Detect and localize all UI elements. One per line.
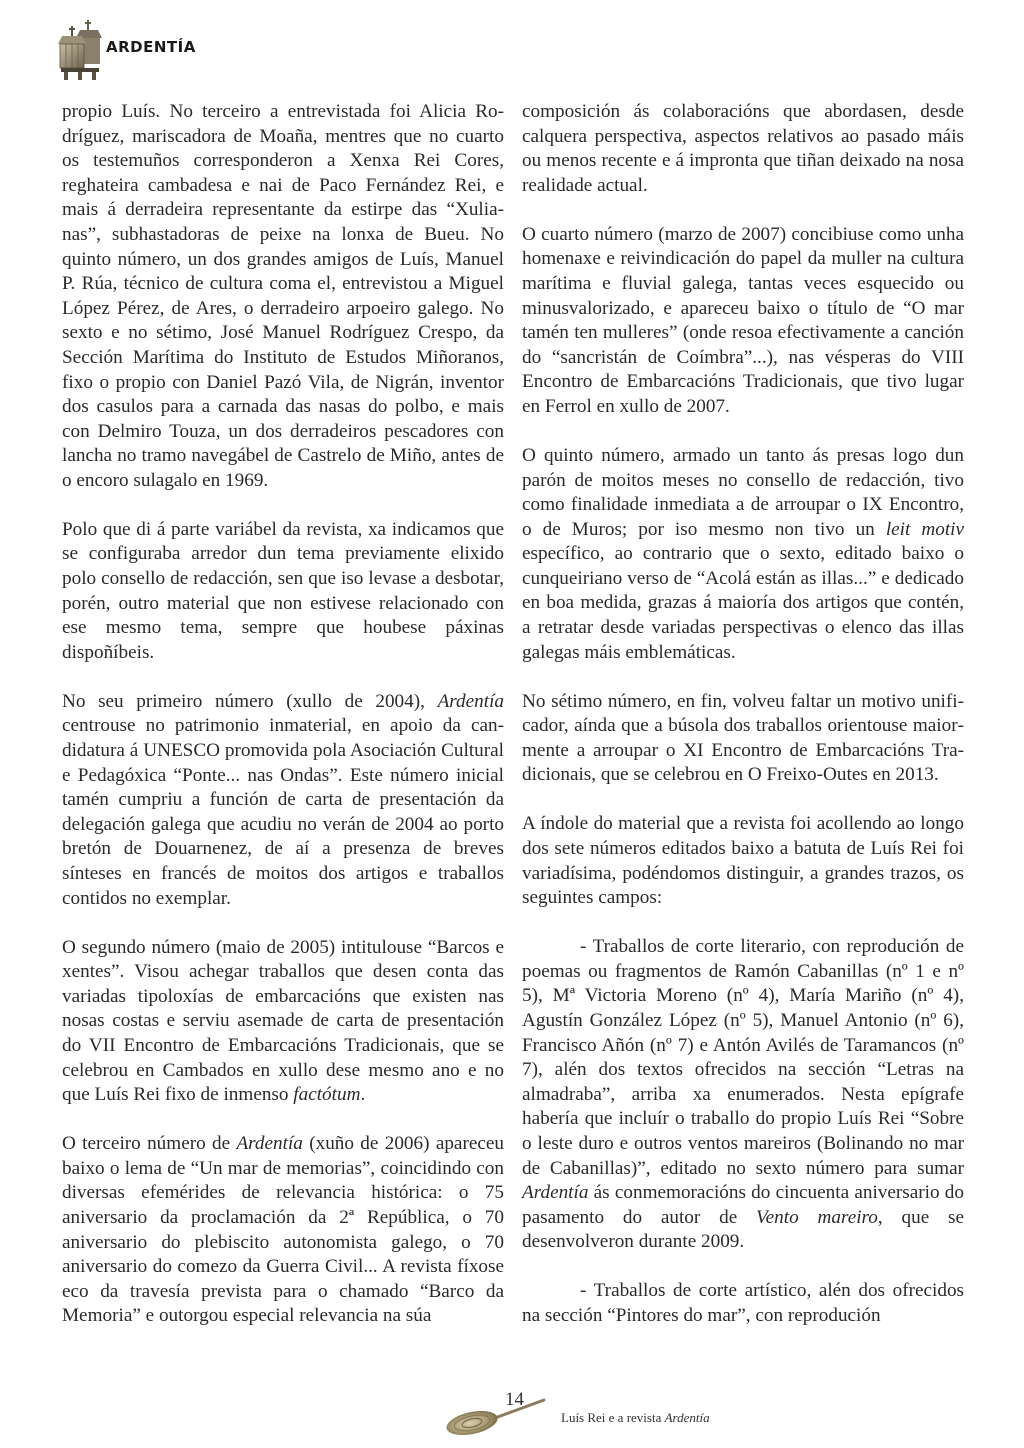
running-title [561,1410,710,1426]
paragraph-text: ás conmemoracións do cincuenta aniversario do pasamento do autor de [522,1182,964,1228]
paragraph-text: O segundo número (maio de 2005) intitulouse “Barcos e xentes”. Visou achegar traballos que desen conta das variadas tipoloxías de embarcacións que existen nas nosas costas e serviu asemade de carta de presentación do VII Encontro de Embarcacións Tradicionais, que se celebrou en Cambados en xullo dese mesmo ano e no que Luís Rei fixo de inmenso [62,936,504,1106]
body-paragraph [62,100,504,494]
paragraph-text: (xuño de 2006) apareceu baixo o lema de “Un mar de memorias”, coincidindo con diversas efemérides de relevancia histórica: o 75 aniversario da proclamación da 2ª República, o 70 aniversario do plebiscito autonomista galego, o 70 aniversario do comezo da Guerra Civil... A revista fíxose eco da travesía prevista para o chamado “Barco da Memoria” e outorgou especial relevancia na súa [62,1133,504,1327]
paragraph-text: No sétimo número, en fin, volveu faltar un motivo unificador, aínda que a búsola dos traballos orientouse maiormente a arroupar o XI Encontro de Embarcacións Tradicionais, que se celebrou en O Freixo-Outes en 2013. [522,690,964,786]
horreo-granary-icon [58,16,104,82]
rope-coil-icon [444,1392,549,1436]
body-paragraph [522,223,964,420]
paragraph-text: - Traballos de corte literario, con reprodución de poemas ou fragmentos de Ramón Cabanillas (nº 1 e nº 5), Mª Victoria Moreno (nº 4), María Mariño (nº 4), Agustín González López (nº 5), Manuel Antonio (nº 6), Francisco Añón (nº 7) e Antón Avilés de Taramancos (nº 7), alén dos textos ofrecidos na sección “Letras na almadraba”, arriba xa enumerados. Nesta epígrafe habería que incluír o traballo do propio Luís Rei “Sobre o leste duro e outros ventos mareiros (Bolinando no mar de Cabanillas)”, editado no sexto número para sumar [522,936,964,1179]
body-paragraph [522,690,964,788]
masthead [58,14,258,84]
paragraph-text: centrouse no patrimonio inmaterial, en apoio da candidatura á UNESCO promovida pola Asociación Cultural e Pedagóxica “Ponte... nas Ondas”. Este número inicial tamén cumpriu a función de carta de presentación da delegación galega que acudiu no verán de 2004 ao porto bretón de Douarnenez, de aí a presenza de breves sínteses en francés de moitos dos artigos e traballos contidos no exemplar. [62,715,504,909]
paragraph-text: Polo que di á parte variábel da revista, xa indicamos que se configuraba arredor dun tema previamente elixido polo consello de redacción, sen que iso levase a desbotar, porén, outro material que non estivese relacionado con ese mesmo tema, sempre que houbese páxinas dispoñíbeis. [62,518,504,663]
body-paragraph [62,936,504,1108]
body-paragraph [62,690,504,911]
paragraph-text: O quinto número, armado un tanto ás presas logo dun parón de moitos meses no consello de redacción, tivo como finalidade inmediata a de arroupar o IX Encontro, o de Muros; por iso mesmo non tivo un [522,444,964,540]
paragraph-text: . [360,1084,366,1106]
paragraph-text: A índole do material que a revista foi acollendo ao longo dos sete números editados baixo a batuta de Luís Rei foi variadísima, podéndomos distinguir, a grandes trazos, os seguintes campos: [522,813,964,909]
italic-text: Ardentía [522,1182,589,1204]
italic-text: Ardentía [437,690,504,712]
paragraph-text: O terceiro número de [62,1133,237,1155]
body-paragraph [522,100,964,198]
running-title-italic: Ardentía [664,1410,710,1425]
body-paragraph [62,518,504,666]
body-paragraph [522,444,964,665]
italic-text: factótum [293,1084,361,1106]
italic-text: Vento mareiro [756,1206,878,1228]
body-paragraph [62,1132,504,1329]
paragraph-text: composición ás colaboracións que abordasen, desde calquera perspectiva, aspectos relativos ao pasado máis ou menos recente e á impronta que tiñan deixado na nosa realidade actual. [522,101,964,196]
italic-text: leit motiv [885,518,965,540]
paragraph-text: - Traballos de corte artístico, alén dos ofrecidos na sección “Pintores do mar”, con reprodución [522,1280,964,1326]
italic-text: Ardentía [236,1133,303,1155]
paragraph-text: No seu primeiro número (xullo de 2004), [62,690,438,712]
magazine-logo-text: ARDENTÍA [106,38,196,56]
running-title-text: Luís Rei e a revista [561,1410,665,1425]
paragraph-text: específico, ao contrario que o sexto, editado baixo o cunqueiriano verso de “Acolá están as illas...” e dedicado en boa medida, grazas á maioría dos artigos que contén, a retratar desde variadas perspectivas o elenco das illas galegas máis emblemáticas. [522,543,964,663]
paragraph-text: O cuarto número (marzo de 2007) concibiuse como unha homenaxe e reivindicación do papel da muller na cultura marítima e fluvial galega, tantas veces esquecido ou minusvalorizado, e apareceu baixo o título de “O mar tamén ten mulleres” (onde resoa efectivamente a canción do “sancristán de Coímbra”...), nas vésperas do VIII Encontro de Embarcacións Tradicionais, que tivo lugar en Ferrol en xullo de 2007. [522,223,964,417]
body-paragraph [522,812,964,910]
right-column [522,100,964,1353]
left-column [62,100,504,1353]
paragraph-text: , que se desenvolveron durante 2009. [522,1206,965,1253]
body-paragraph [522,935,964,1255]
body-paragraph [522,1279,964,1328]
paragraph-text: propio Luís. No terceiro a entrevistada foi Alicia Rodríguez, mariscadora de Moaña, mentres que no cuarto os testemuños corresponderon a Xenxa Rei Cores, reghateira cambadesa e nai de Paco Fernández Rei, e mais á derradeira representante da estirpe das “Xulianas”, subhastadoras de peixe na lonxa de Bueu. No quinto número, un dos grandes amigos de Luís, Manuel P. Rúa, técnico de cultura coma el, entrevistou a Miguel López Pérez, de Ares, o derradeiro arpoeiro galego. No sexto e no sétimo, José Manuel Rodríguez Crespo, da Sección Marítima do Instituto de Estudos Miñoranos, fixo o propio con Daniel Pazó Vila, de Nigrán, inventor dos casulos para a carnada das nasas do polbo, e mais con Delmiro Touza, un dos derradeiros pescadores con lancha no tramo navegábel de Castrelo de Miño, antes de o encoro sulagalo en 1969. [62,101,504,491]
page-footer [0,1388,1024,1448]
page-number: 14 [505,1389,524,1410]
